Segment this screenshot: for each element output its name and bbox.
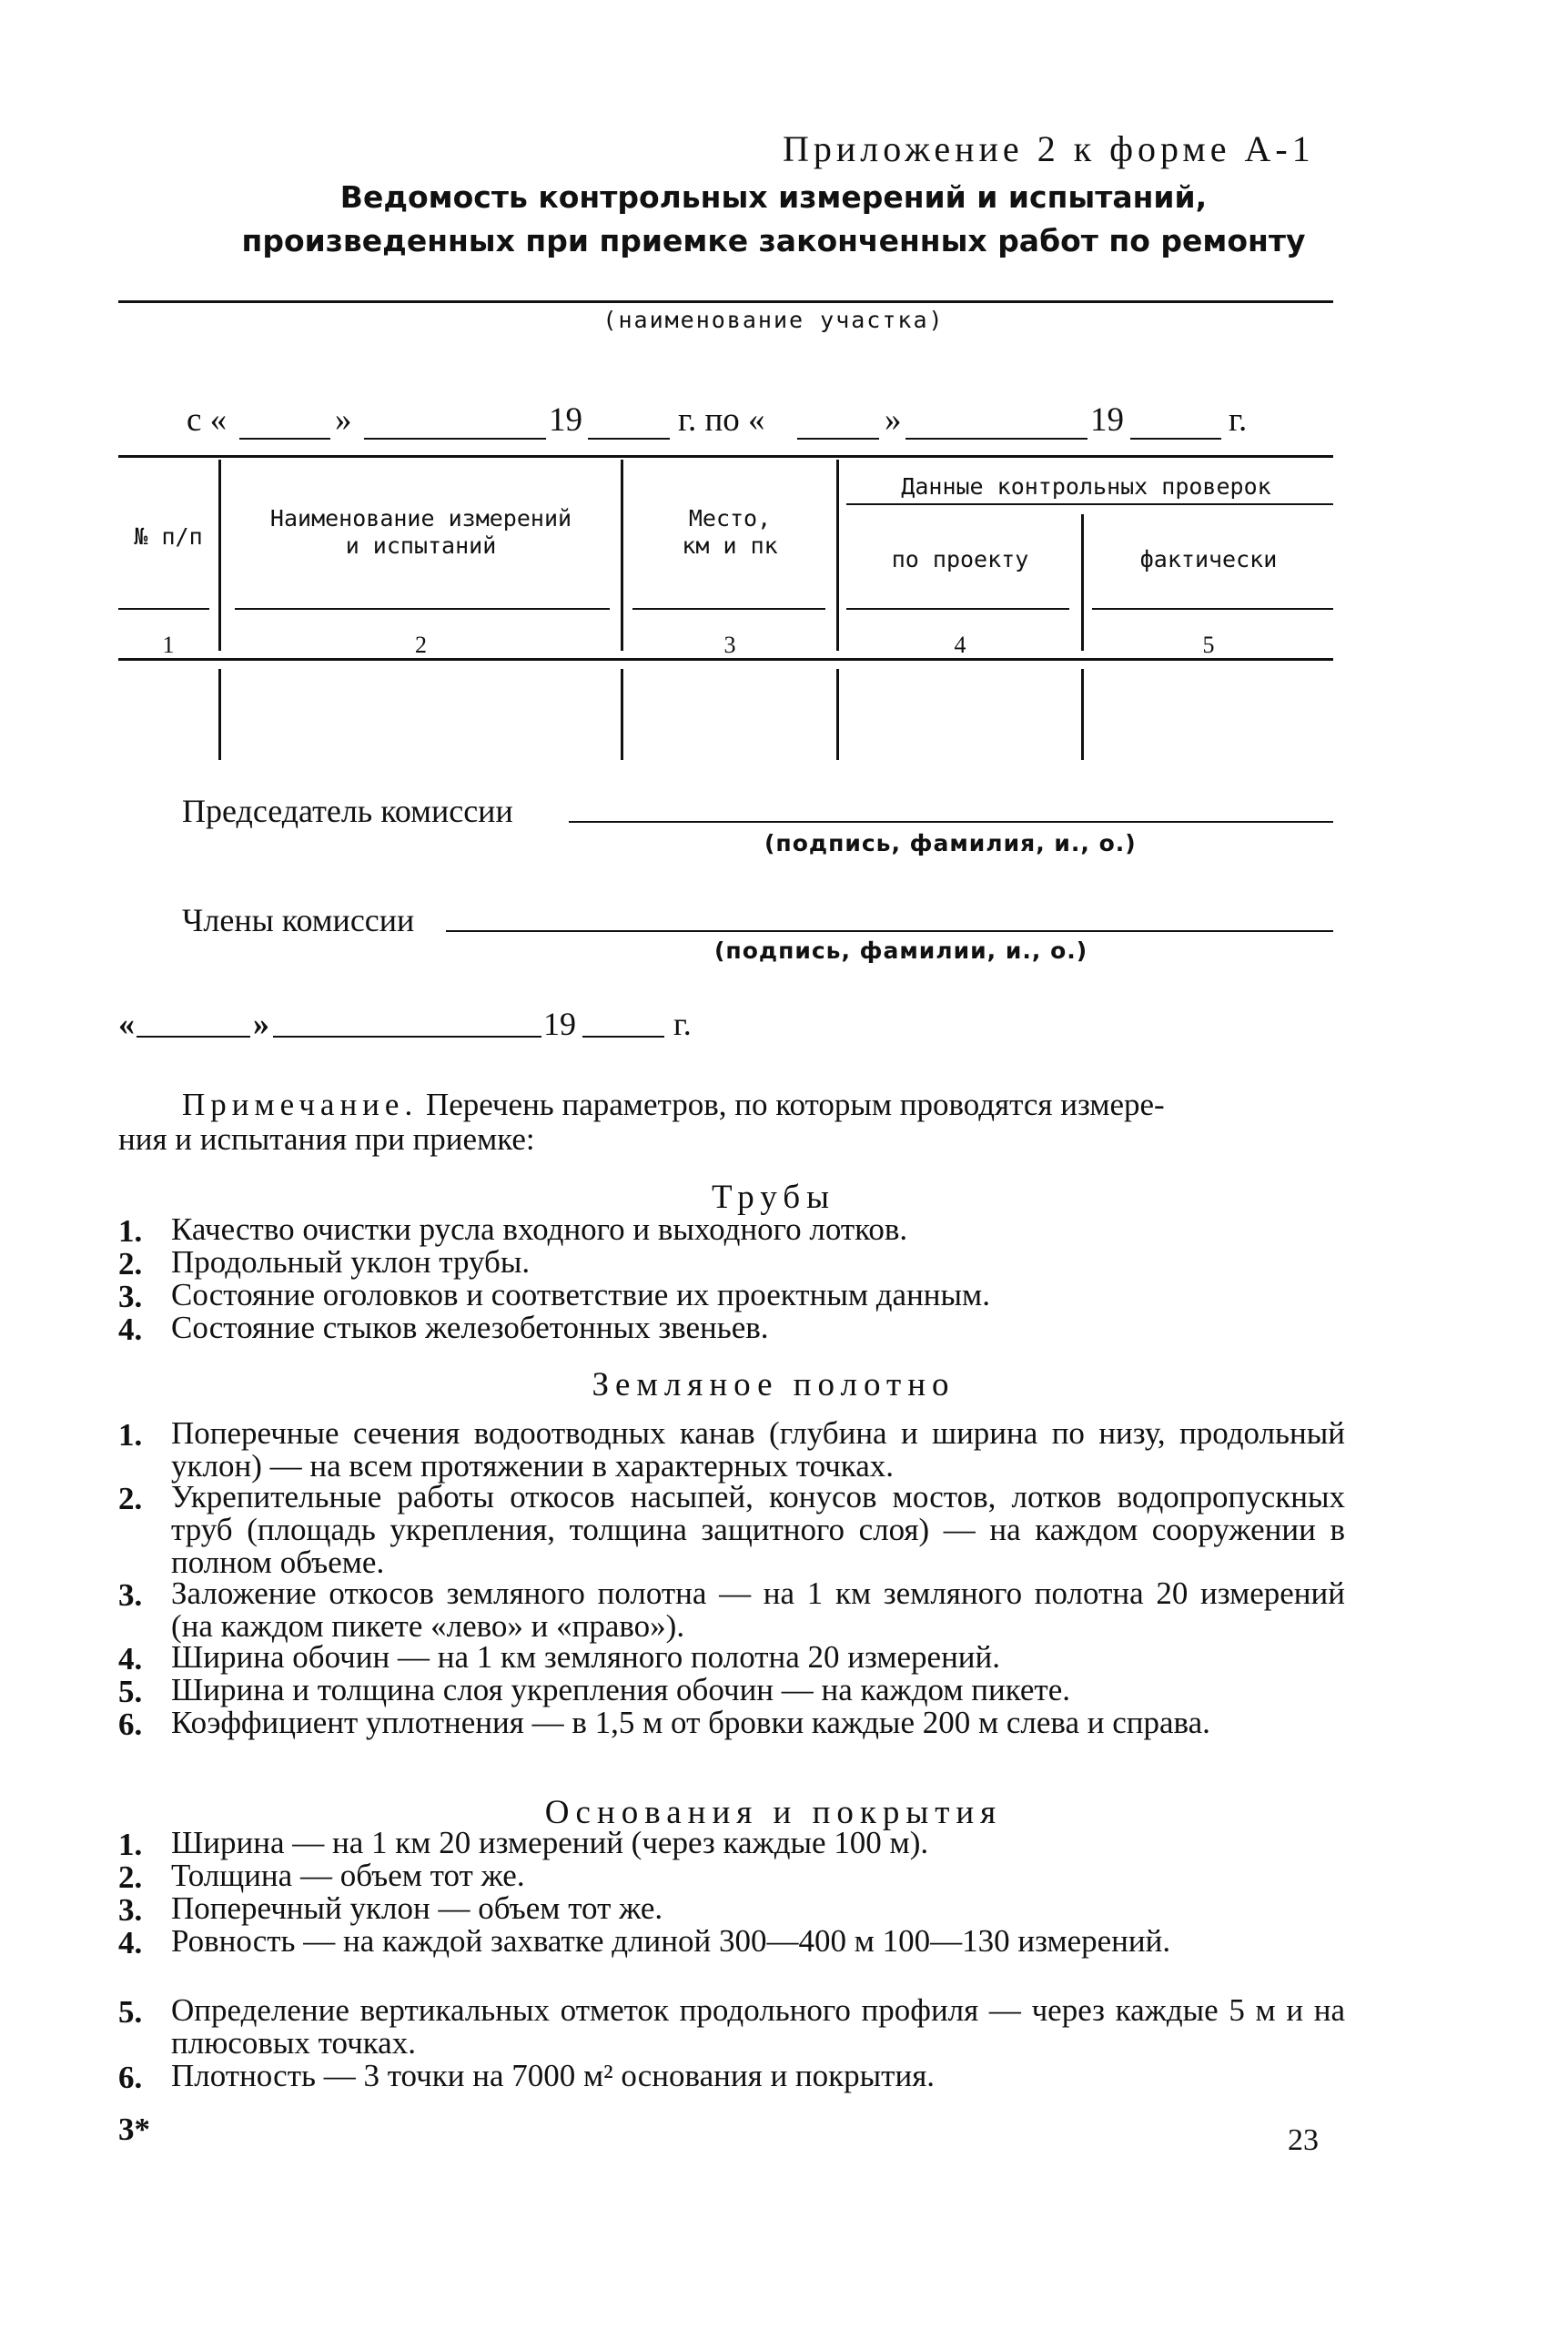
earthwork-item-number-1: 1.	[118, 1417, 143, 1453]
period-quote-2: »	[885, 401, 902, 439]
chairman-signature-line	[569, 821, 1333, 823]
earthwork-item-number-3: 3.	[118, 1577, 143, 1613]
column-header-number: № п/п	[134, 523, 203, 550]
section-heading-pipes: Трубы	[712, 1179, 835, 1216]
date-year-blank	[582, 1036, 664, 1038]
bases-item-2: Толщина — объем тот же.	[171, 1858, 525, 1893]
period-year-prefix-1: 19	[549, 401, 582, 439]
bases-item-5: Определение вертикальных отметок продольного профиля — через каждые 5 м и на плюсовых точках.	[171, 1992, 1345, 2061]
period-quote-1: »	[335, 401, 352, 439]
members-signature-line	[446, 930, 1333, 932]
bases-item-number-1: 1.	[118, 1827, 143, 1862]
period-day-blank-1	[239, 438, 330, 440]
body-divider-2	[621, 669, 623, 760]
column-number-2: 2	[415, 632, 427, 658]
section-heading-bases: Основания и покрытия	[544, 1794, 1003, 1831]
note-line-1	[182, 1089, 1333, 1121]
column-number-3: 3	[723, 632, 736, 658]
column-header-place	[623, 505, 836, 560]
pipes-item-number-1: 1.	[118, 1213, 143, 1249]
period-year-prefix-2: 19	[1090, 401, 1124, 439]
column-header-place-line-1: Место,	[688, 505, 772, 532]
date-day-blank	[137, 1036, 250, 1038]
table-number-row-border	[118, 658, 1333, 661]
period-month-blank-2	[905, 438, 1087, 440]
bases-item-number-2: 2.	[118, 1859, 143, 1895]
earthwork-item-3: Заложение откосов земляного полотна — на 1 км земляного полотна 20 измерений (на каждом пикете «лево» и «право»).	[171, 1575, 1345, 1644]
signature-mark: 3*	[118, 2112, 150, 2147]
page-number: 23	[1288, 2123, 1319, 2157]
date-quote-close: »	[253, 1006, 269, 1042]
column-header-place-line-2: км и пк	[682, 532, 778, 559]
earthwork-item-number-4: 4.	[118, 1641, 143, 1676]
bases-item-3: Поперечный уклон — объем тот же.	[171, 1890, 663, 1926]
column-header-name-line-2: и испытаний	[345, 532, 497, 559]
earthwork-item-6: Коэффициент уплотнения — в 1,5 м от бровки каждые 200 м слева и справа.	[171, 1705, 1210, 1740]
note-line-2: ния и испытания при приемке:	[118, 1121, 535, 1157]
pipes-item-number-2: 2.	[118, 1246, 143, 1281]
bases-item-6: Плотность — 3 точки на 7000 м² основания и покрытия.	[171, 2058, 936, 2093]
earthwork-item-4: Ширина обочин — на 1 км земляного полотна 20 измерений.	[171, 1639, 1001, 1675]
column-number-1: 1	[162, 632, 175, 658]
body-divider-4	[1081, 669, 1084, 760]
earthwork-item-number-5: 5.	[118, 1674, 143, 1709]
bases-item-4: Ровность — на каждой захватке длиной 300—400 м 100—130 измерений.	[171, 1923, 1171, 1959]
date-month-blank	[273, 1036, 541, 1038]
title-line-2: произведенных при приемке законченных работ по ремонту	[241, 223, 1306, 258]
members-label: Члены комиссии	[182, 902, 415, 938]
column-number-5: 5	[1202, 632, 1215, 658]
table-top-border	[118, 455, 1333, 458]
period-day-blank-2	[797, 438, 879, 440]
pipes-item-number-3: 3.	[118, 1279, 143, 1314]
appendix-reference: Приложение 2 к форме А-1	[783, 128, 1315, 169]
body-divider-3	[836, 669, 839, 760]
pipes-item-3: Состояние оголовков и соответствие их проектным данным.	[171, 1277, 990, 1312]
members-caption: (подпись, фамилии, и., о.)	[714, 937, 1088, 964]
period-month-blank-1	[364, 438, 546, 440]
bases-item-number-3: 3.	[118, 1892, 143, 1928]
earthwork-item-5: Ширина и толщина слоя укрепления обочин — на каждом пикете.	[171, 1672, 1070, 1707]
chairman-label: Председатель комиссии	[182, 793, 513, 829]
title-line-1: Ведомость контрольных измерений и испытаний,	[339, 179, 1208, 215]
period-year-blank-1	[588, 438, 670, 440]
period-from-label: с «	[187, 401, 228, 439]
section-heading-earthwork: Земляное полотно	[592, 1366, 956, 1403]
earthwork-item-number-2: 2.	[118, 1481, 143, 1516]
header-rule-5	[1092, 608, 1333, 610]
period-year-blank-2	[1130, 438, 1221, 440]
earthwork-item-1: Поперечные сечения водоотводных канав (глубина и ширина по низу, продольный уклон) — на всем протяжении в характерных точках.	[171, 1415, 1345, 1484]
column-header-design: по проекту	[891, 546, 1029, 572]
header-rule-1	[118, 608, 209, 610]
document-title	[118, 176, 1429, 263]
column-header-actual: фактически	[1139, 546, 1278, 572]
group-header-underline	[846, 503, 1333, 505]
date-end-label: г.	[673, 1006, 692, 1042]
earthwork-item-number-6: 6.	[118, 1707, 143, 1742]
table-divider-4	[1081, 514, 1084, 651]
earthwork-item-2: Укрепительные работы откосов насыпей, конусов мостов, лотков водопропускных труб (площадь укрепления, толщина защитного слоя) — на каждом сооружении в полном объеме.	[171, 1479, 1345, 1580]
pipes-item-1: Качество очистки русла входного и выходного лотков.	[171, 1211, 908, 1247]
header-rule-3	[632, 608, 825, 610]
header-rule-2	[235, 608, 610, 610]
note-text-line-1: Перечень параметров, по которым проводятся измере-	[425, 1087, 1165, 1122]
pipes-item-number-4: 4.	[118, 1312, 143, 1347]
bases-item-1: Ширина — на 1 км 20 измерений (через каждые 100 м).	[171, 1825, 929, 1860]
column-header-name-line-1: Наименование измерений	[269, 505, 572, 532]
bases-item-number-4: 4.	[118, 1925, 143, 1960]
period-end-label: г.	[1229, 401, 1248, 439]
column-number-4: 4	[954, 632, 966, 658]
header-rule-4	[846, 608, 1069, 610]
chairman-caption: (подпись, фамилия, и., о.)	[764, 830, 1137, 856]
bases-item-number-6: 6.	[118, 2060, 143, 2095]
section-name-line	[118, 300, 1333, 303]
column-header-name	[221, 505, 621, 560]
bases-item-number-5: 5.	[118, 1994, 143, 2030]
group-header-control-data: Данные контрольных проверок	[901, 473, 1271, 500]
period-to-label: г. по «	[678, 401, 765, 439]
date-quote-open: «	[118, 1006, 135, 1042]
section-name-caption: (наименование участка)	[602, 307, 945, 333]
body-divider-1	[218, 669, 221, 760]
pipes-item-2: Продольный уклон трубы.	[171, 1244, 531, 1280]
date-year-prefix: 19	[543, 1006, 576, 1042]
pipes-item-4: Состояние стыков железобетонных звеньев.	[171, 1310, 769, 1345]
note-label: Примечание.	[182, 1087, 419, 1122]
